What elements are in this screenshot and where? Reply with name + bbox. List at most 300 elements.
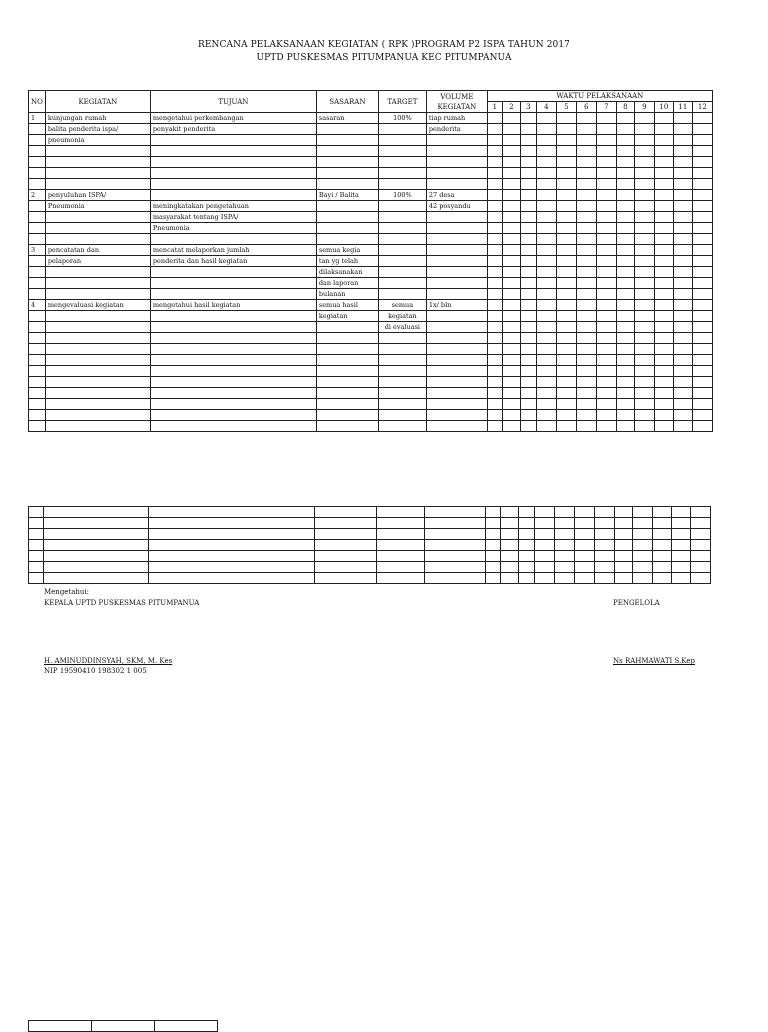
cell-month xyxy=(556,201,576,212)
cell-sasaran xyxy=(316,366,378,377)
cell-kegiatan: mengevaluasi kegiatan xyxy=(45,300,150,311)
cell-target xyxy=(378,355,426,366)
blank-cell xyxy=(377,507,425,518)
blank-cell xyxy=(633,518,653,529)
cell-month xyxy=(596,289,616,300)
cell-month xyxy=(616,245,634,256)
blank-cell xyxy=(315,540,377,551)
cell-month xyxy=(576,278,596,289)
cell-target: semua xyxy=(378,300,426,311)
cell-month xyxy=(673,278,692,289)
cell-month xyxy=(520,311,536,322)
cell-no xyxy=(29,179,46,190)
blank-cell xyxy=(44,529,149,540)
cell-month xyxy=(634,333,654,344)
cell-kegiatan xyxy=(45,157,150,168)
cell-month xyxy=(502,311,520,322)
cell-month xyxy=(556,410,576,421)
blank-cell xyxy=(653,507,672,518)
cell-tujuan xyxy=(150,135,316,146)
blank-row xyxy=(29,573,711,584)
cell-month xyxy=(673,366,692,377)
cell-month xyxy=(556,421,576,432)
table-row xyxy=(29,311,713,322)
cell-month xyxy=(692,300,712,311)
cell-sasaran: tan yg telah xyxy=(316,256,378,267)
blank-cell xyxy=(44,507,149,518)
blank-cell xyxy=(595,540,615,551)
cell-month xyxy=(502,410,520,421)
cell-month xyxy=(654,344,673,355)
cell-month xyxy=(487,399,502,410)
cell-month xyxy=(596,421,616,432)
cell-no xyxy=(29,355,46,366)
pengelola-title: PENGELOLA xyxy=(613,599,660,607)
cell-month xyxy=(536,289,556,300)
cell-month xyxy=(616,157,634,168)
cell-no xyxy=(29,311,46,322)
cell-month xyxy=(673,124,692,135)
blank-cell xyxy=(486,562,501,573)
month-header-6: 6 xyxy=(576,102,596,113)
cell-tujuan xyxy=(150,333,316,344)
cell-month xyxy=(673,190,692,201)
cell-month xyxy=(576,256,596,267)
cell-month xyxy=(556,322,576,333)
cell-month xyxy=(673,421,692,432)
table-row xyxy=(29,179,713,190)
cell-month xyxy=(536,344,556,355)
blank-cell xyxy=(29,507,44,518)
cell-month xyxy=(634,212,654,223)
cell-month xyxy=(502,212,520,223)
blank-cell xyxy=(633,507,653,518)
cell-month xyxy=(520,410,536,421)
cell-month xyxy=(487,179,502,190)
cell-no xyxy=(29,223,46,234)
cell-month xyxy=(634,355,654,366)
cell-month xyxy=(692,289,712,300)
kepala-title: KEPALA UPTD PUSKESMAS PITUMPANUA xyxy=(44,599,200,607)
blank-cell xyxy=(672,507,691,518)
cell-month xyxy=(520,267,536,278)
cell-month xyxy=(576,124,596,135)
cell-kegiatan xyxy=(45,234,150,245)
cell-month xyxy=(487,157,502,168)
cell-no xyxy=(29,278,46,289)
table-row xyxy=(29,377,713,388)
cell-month xyxy=(487,421,502,432)
cell-month xyxy=(502,179,520,190)
blank-cell xyxy=(29,518,44,529)
cell-kegiatan xyxy=(45,146,150,157)
cell-tujuan xyxy=(150,366,316,377)
blank-cell xyxy=(501,562,519,573)
cell-volume xyxy=(426,223,487,234)
cell-month xyxy=(692,113,712,124)
cell-month xyxy=(692,377,712,388)
cell-month xyxy=(654,223,673,234)
cell-month xyxy=(487,212,502,223)
table-row xyxy=(29,245,713,256)
blank-row xyxy=(29,518,711,529)
cell-month xyxy=(487,256,502,267)
cell-target xyxy=(378,366,426,377)
col-header-kegiatan: KEGIATAN xyxy=(45,91,150,113)
blank-cell xyxy=(555,562,575,573)
cell-month xyxy=(502,300,520,311)
cell-month xyxy=(576,388,596,399)
cell-month xyxy=(556,223,576,234)
cell-month xyxy=(634,201,654,212)
blank-cell xyxy=(691,562,711,573)
blank-cell xyxy=(315,529,377,540)
month-header-11: 11 xyxy=(673,102,692,113)
cell-month xyxy=(502,256,520,267)
cell-month xyxy=(520,256,536,267)
cell-month xyxy=(556,113,576,124)
blank-cell xyxy=(29,529,44,540)
blank-cell xyxy=(633,573,653,584)
cell-month xyxy=(654,201,673,212)
blank-cell xyxy=(149,507,315,518)
cell-month xyxy=(596,157,616,168)
blank-cell xyxy=(44,573,149,584)
blank-cell xyxy=(149,573,315,584)
cell-month xyxy=(673,399,692,410)
cell-month xyxy=(556,234,576,245)
cell-month xyxy=(673,245,692,256)
cell-no: 4 xyxy=(29,300,46,311)
cell-month xyxy=(536,124,556,135)
cell-month xyxy=(654,355,673,366)
cell-target: 100% xyxy=(378,190,426,201)
blank-cell xyxy=(425,507,486,518)
cell-month xyxy=(502,168,520,179)
cell-volume xyxy=(426,245,487,256)
cell-month xyxy=(654,256,673,267)
table-row xyxy=(29,256,713,267)
table-row xyxy=(29,212,713,223)
cell-month xyxy=(654,289,673,300)
cell-month xyxy=(673,146,692,157)
cell-month xyxy=(596,201,616,212)
kepala-name: H. AMINUDDINSYAH, SKM, M. Kes xyxy=(44,657,173,665)
month-header-5: 5 xyxy=(556,102,576,113)
cell-month xyxy=(692,212,712,223)
cell-month xyxy=(692,256,712,267)
cell-month xyxy=(596,179,616,190)
cell-volume xyxy=(426,421,487,432)
cell-kegiatan xyxy=(45,377,150,388)
cell-month xyxy=(487,377,502,388)
cell-month xyxy=(576,190,596,201)
cell-month xyxy=(536,267,556,278)
blank-cell xyxy=(595,562,615,573)
cell-month xyxy=(596,410,616,421)
blank-cell xyxy=(29,573,44,584)
blank-cell xyxy=(149,562,315,573)
blank-cell xyxy=(486,518,501,529)
cell-month xyxy=(502,157,520,168)
cell-volume: tiap rumah xyxy=(426,113,487,124)
cell-tujuan xyxy=(150,289,316,300)
cell-month xyxy=(536,190,556,201)
cell-month xyxy=(596,124,616,135)
cell-month xyxy=(556,267,576,278)
blank-cell xyxy=(425,529,486,540)
blank-cell xyxy=(575,518,595,529)
document-subtitle: UPTD PUSKESMAS PITUMPANUA KEC PITUMPANUA xyxy=(256,53,512,63)
document-title: RENCANA PELAKSANAAN KEGIATAN ( RPK )PROGRAM P2 ISPA TAHUN 2017 xyxy=(197,40,571,50)
cell-month xyxy=(536,366,556,377)
cell-sasaran: dan laporan xyxy=(316,278,378,289)
blank-cell xyxy=(615,518,633,529)
cell-sasaran xyxy=(316,157,378,168)
cell-month xyxy=(616,135,634,146)
cell-month xyxy=(487,355,502,366)
cell-month xyxy=(634,223,654,234)
cell-month xyxy=(596,146,616,157)
cell-tujuan xyxy=(150,267,316,278)
cell-month xyxy=(654,124,673,135)
cell-month xyxy=(502,377,520,388)
cell-month xyxy=(692,234,712,245)
cell-month xyxy=(654,146,673,157)
cell-month xyxy=(616,366,634,377)
table-row xyxy=(29,278,713,289)
cell-sasaran xyxy=(316,212,378,223)
cell-month xyxy=(616,201,634,212)
cell-volume: 42 posyandu xyxy=(426,201,487,212)
blank-cell xyxy=(653,551,672,562)
cell-month xyxy=(692,245,712,256)
cell-month xyxy=(520,245,536,256)
blank-cell xyxy=(615,529,633,540)
cell-kegiatan xyxy=(45,212,150,223)
cell-month xyxy=(520,168,536,179)
blank-cell xyxy=(315,573,377,584)
cell-no xyxy=(29,168,46,179)
cell-month xyxy=(536,399,556,410)
cell-month xyxy=(596,168,616,179)
blank-cell xyxy=(377,518,425,529)
blank-cell xyxy=(486,507,501,518)
blank-cell xyxy=(653,518,672,529)
cell-month xyxy=(487,333,502,344)
cell-no xyxy=(29,124,46,135)
cell-month xyxy=(596,267,616,278)
blank-cell xyxy=(633,551,653,562)
cell-month xyxy=(616,223,634,234)
cell-month xyxy=(673,168,692,179)
blank-cell xyxy=(519,562,535,573)
cell-month xyxy=(634,179,654,190)
blank-cell xyxy=(486,529,501,540)
blank-cell xyxy=(672,562,691,573)
table-row xyxy=(29,267,713,278)
cell-volume xyxy=(426,410,487,421)
blank-cell xyxy=(615,551,633,562)
blank-cell xyxy=(672,540,691,551)
cell-month xyxy=(502,388,520,399)
blank-cell xyxy=(575,573,595,584)
blank-cell xyxy=(595,551,615,562)
cell-target xyxy=(378,333,426,344)
blank-cell xyxy=(653,562,672,573)
cell-tujuan xyxy=(150,234,316,245)
cell-month xyxy=(596,377,616,388)
cell-month xyxy=(654,267,673,278)
cell-no xyxy=(29,157,46,168)
cell-month xyxy=(556,124,576,135)
cell-month xyxy=(616,168,634,179)
blank-cell xyxy=(575,551,595,562)
cell-sasaran: dilaksanakan xyxy=(316,267,378,278)
cell-tujuan xyxy=(150,399,316,410)
cell-month xyxy=(556,157,576,168)
cell-month xyxy=(692,399,712,410)
cell-month xyxy=(596,278,616,289)
cell-volume xyxy=(426,399,487,410)
blank-cell xyxy=(377,551,425,562)
cell-month xyxy=(520,146,536,157)
cell-volume xyxy=(426,377,487,388)
col-header-target: TARGET xyxy=(378,91,426,113)
cell-target xyxy=(378,377,426,388)
blank-cell xyxy=(315,518,377,529)
cell-month xyxy=(502,289,520,300)
blank-cell xyxy=(595,573,615,584)
cell-month xyxy=(556,179,576,190)
cell-month xyxy=(487,300,502,311)
blank-cell xyxy=(149,551,315,562)
cell-month xyxy=(502,146,520,157)
cell-sasaran xyxy=(316,124,378,135)
cell-tujuan xyxy=(150,355,316,366)
cell-month xyxy=(502,113,520,124)
table-row xyxy=(29,366,713,377)
cell-sasaran: Bayi / Balita xyxy=(316,190,378,201)
blank-row xyxy=(29,529,711,540)
cell-kegiatan xyxy=(45,168,150,179)
cell-month xyxy=(487,168,502,179)
blank-cell xyxy=(555,518,575,529)
cell-tujuan xyxy=(150,344,316,355)
cell-target xyxy=(378,223,426,234)
cell-month xyxy=(692,333,712,344)
blank-cell xyxy=(44,540,149,551)
cell-month xyxy=(616,113,634,124)
blank-cell xyxy=(555,507,575,518)
cell-month xyxy=(692,168,712,179)
blank-cell xyxy=(575,529,595,540)
cell-month xyxy=(596,322,616,333)
cell-kegiatan xyxy=(45,344,150,355)
cell-sasaran xyxy=(316,355,378,366)
cell-month xyxy=(520,421,536,432)
cell-month xyxy=(520,366,536,377)
cell-month xyxy=(654,399,673,410)
cell-sasaran: kegiatan xyxy=(316,311,378,322)
cell-kegiatan: pencatatan dan xyxy=(45,245,150,256)
cell-month xyxy=(487,289,502,300)
cell-tujuan xyxy=(150,322,316,333)
month-header-7: 7 xyxy=(596,102,616,113)
cell-month xyxy=(634,366,654,377)
cell-month xyxy=(487,278,502,289)
table-row xyxy=(29,300,713,311)
cell-month xyxy=(536,256,556,267)
table-row xyxy=(29,355,713,366)
cell-month xyxy=(556,366,576,377)
cell-month xyxy=(576,113,596,124)
cell-kegiatan: balita penderita ispa/ xyxy=(45,124,150,135)
blank-cell xyxy=(691,551,711,562)
cell-month xyxy=(616,344,634,355)
cell-tujuan xyxy=(150,190,316,201)
cell-month xyxy=(634,113,654,124)
cell-month xyxy=(502,355,520,366)
cell-month xyxy=(673,113,692,124)
cell-month xyxy=(502,124,520,135)
table-row xyxy=(29,333,713,344)
cell-month xyxy=(673,410,692,421)
cell-target xyxy=(378,388,426,399)
cell-month xyxy=(487,344,502,355)
cell-month xyxy=(673,333,692,344)
cell-month xyxy=(520,157,536,168)
cell-month xyxy=(596,355,616,366)
cell-month xyxy=(556,168,576,179)
cell-month xyxy=(596,212,616,223)
cell-month xyxy=(596,256,616,267)
cell-no xyxy=(29,399,46,410)
cell-month xyxy=(536,234,556,245)
cell-month xyxy=(692,146,712,157)
cell-month xyxy=(673,223,692,234)
cell-month xyxy=(673,289,692,300)
blank-cell xyxy=(44,562,149,573)
blank-cell xyxy=(633,562,653,573)
blank-cell xyxy=(425,518,486,529)
cell-month xyxy=(692,344,712,355)
blank-cell xyxy=(501,573,519,584)
cell-volume xyxy=(426,157,487,168)
table-row xyxy=(29,399,713,410)
cell-month xyxy=(654,157,673,168)
blank-cell xyxy=(377,540,425,551)
blank-cell xyxy=(29,551,44,562)
blank-cell xyxy=(575,562,595,573)
cell-month xyxy=(536,223,556,234)
cell-month xyxy=(536,322,556,333)
cell-no xyxy=(29,267,46,278)
table-row xyxy=(29,146,713,157)
cell-no xyxy=(29,212,46,223)
cell-month xyxy=(654,245,673,256)
blank-cell xyxy=(691,529,711,540)
cell-month xyxy=(616,322,634,333)
cell-volume xyxy=(426,212,487,223)
month-header-10: 10 xyxy=(654,102,673,113)
blank-cell xyxy=(501,540,519,551)
cell-month xyxy=(502,135,520,146)
cell-kegiatan xyxy=(45,366,150,377)
cell-month xyxy=(536,410,556,421)
cell-target: di evaluasi xyxy=(378,322,426,333)
blank-cell xyxy=(149,518,315,529)
